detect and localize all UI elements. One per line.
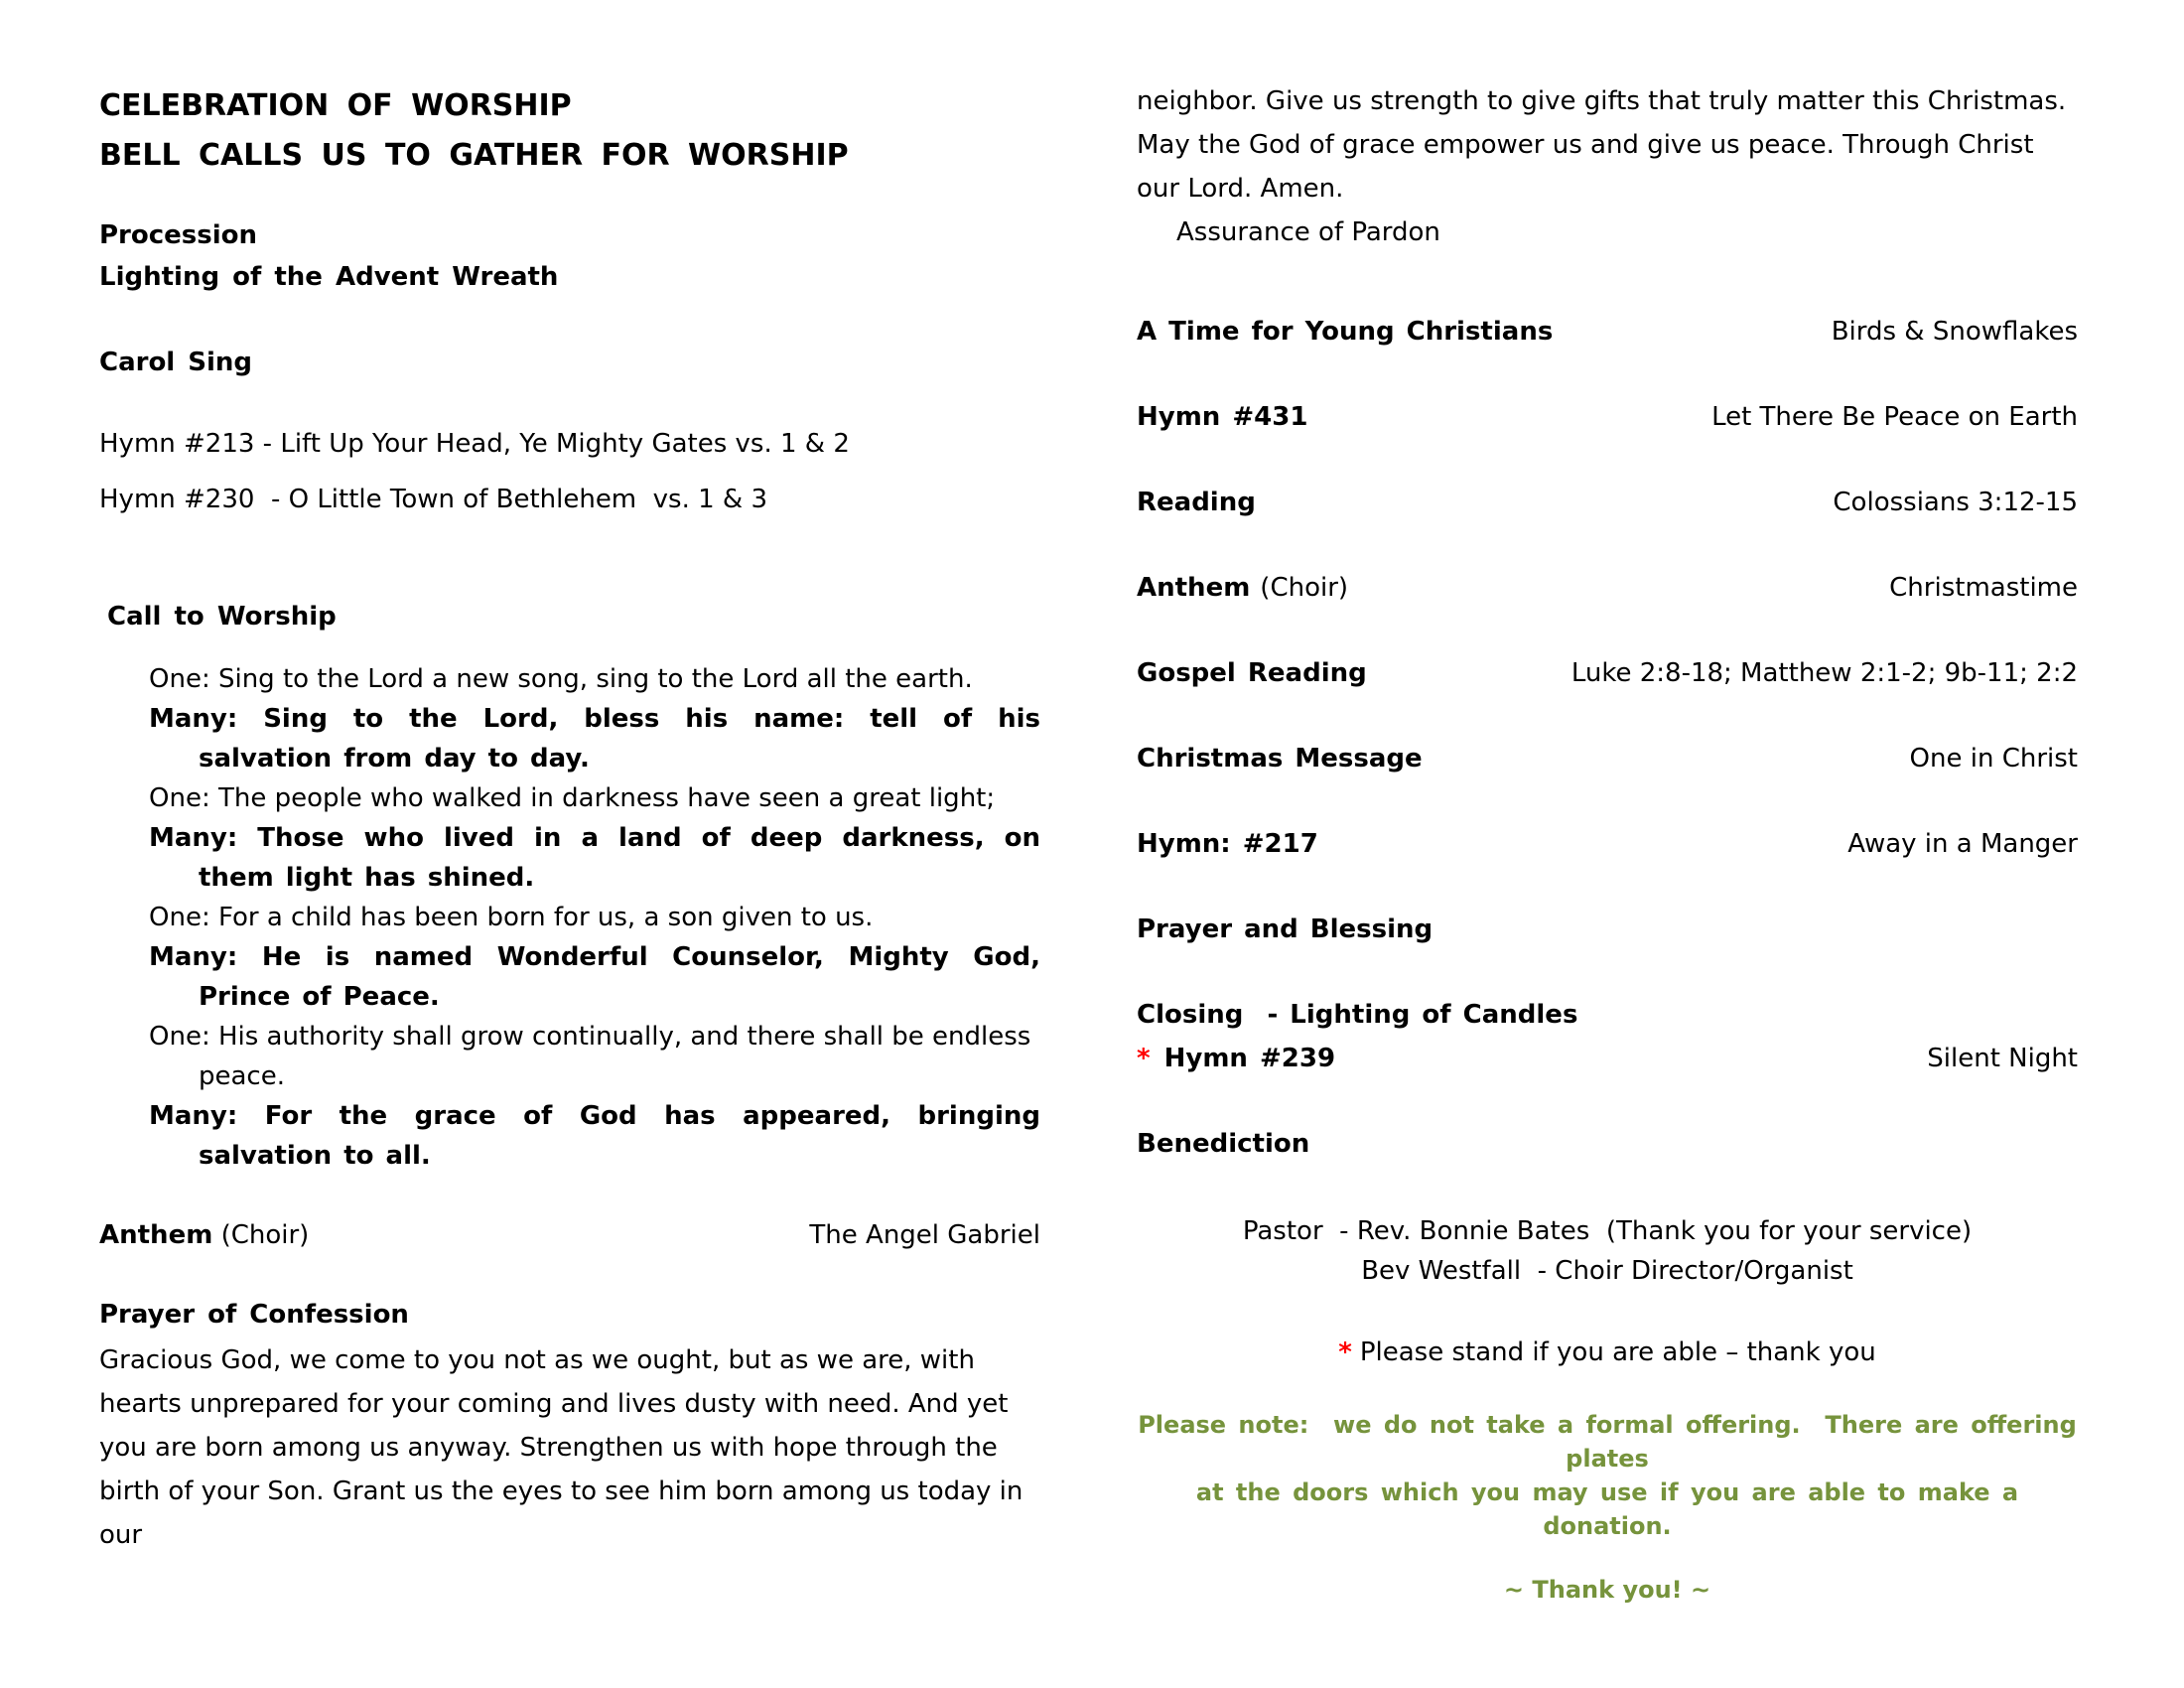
program-value: Colossians 3:12-15 <box>1833 488 2078 517</box>
prayer-continuation: neighbor. Give us strength to give gifts that truly matter this Christmas. May the God of grace empower us and give us peace. Through Christ our Lord. Amen. <box>1137 86 2075 204</box>
program-label-group <box>1137 737 1423 780</box>
program-row <box>1137 395 2078 439</box>
page-title: CELEBRATION OF WORSHIP <box>99 88 572 123</box>
program-row <box>1137 481 2078 524</box>
program-row <box>1137 310 2078 353</box>
program-label: Reading <box>1137 488 1256 517</box>
program-sub-label: (Choir) <box>1260 573 1349 603</box>
call-to-worship-heading: Call to Worship <box>107 602 337 632</box>
program-label-group <box>1137 651 1367 695</box>
program-row <box>1137 566 2078 610</box>
hymn-line: Hymn #213 - Lift Up Your Head, Ye Mighty Gates vs. 1 & 2 <box>99 429 850 459</box>
program-value: Birds & Snowflakes <box>1831 317 2078 347</box>
program-row <box>1137 737 2078 780</box>
program-label: Gospel Reading <box>1137 658 1367 688</box>
program-value: Silent Night <box>1927 1044 2078 1073</box>
program-row <box>1137 822 2078 866</box>
program-label: Benediction <box>1137 1129 1310 1159</box>
pastor-credit: Pastor - Rev. Bonnie Bates (Thank you for your service) <box>1242 1216 1973 1246</box>
program-label-group <box>1137 993 1577 1037</box>
response-one: One: For a child has been born for us, a son given to us. <box>149 903 874 932</box>
right-column <box>1137 79 2090 1607</box>
carol-sing-heading: Carol Sing <box>99 348 253 377</box>
program-value: Let There Be Peace on Earth <box>1711 402 2078 432</box>
stand-asterisk: * <box>1137 1044 1151 1073</box>
confession-body: Gracious God, we come to you not as we ought, but as we are, with hearts unprepared for your coming and lives dusty with need. And yet you are born among us anyway. Strengthen us with hope through the birth of your Son. Grant us the eyes to see him born among us today in our <box>99 1345 1031 1550</box>
program-label: Hymn #431 <box>1137 402 1308 432</box>
program-label-group <box>1137 566 1348 610</box>
program-row <box>1137 908 2078 951</box>
confession-heading: Prayer of Confession <box>99 1300 409 1330</box>
response-many: Many: Those who lived in a land of deep darkness, on them light has shined. <box>149 823 1053 893</box>
response-one: One: The people who walked in darkness have seen a great light; <box>149 783 996 813</box>
assurance-of-pardon: Assurance of Pardon <box>1176 217 1440 247</box>
page-subtitle: BELL CALLS US TO GATHER FOR WORSHIP <box>99 138 849 173</box>
program-label-group <box>1137 395 1307 439</box>
staff-credits <box>1137 1211 2078 1291</box>
program-label-group <box>1137 822 1318 866</box>
program-label: Prayer and Blessing <box>1137 914 1433 944</box>
program-value: Luke 2:8-18; Matthew 2:1-2; 9b-11; 2:2 <box>1570 658 2078 688</box>
program-label-group <box>1137 1037 1335 1080</box>
offering-note-line: Please note: we do not take a formal offering. There are offering plates <box>1138 1411 2090 1473</box>
program-value: Christmastime <box>1889 573 2078 603</box>
response-one: One: Sing to the Lord a new song, sing to the Lord all the earth. <box>149 664 973 694</box>
response-many: Many: For the grace of God has appeared, bringing salvation to all. <box>149 1101 1053 1171</box>
program-label-group <box>1137 481 1256 524</box>
anthem-title: The Angel Gabriel <box>809 1220 1040 1250</box>
stand-note <box>1137 1331 2078 1374</box>
program-label: Closing - Lighting of Candles <box>1137 1000 1578 1030</box>
program-label: Hymn: #217 <box>1137 829 1318 859</box>
program-row <box>1137 651 2078 695</box>
stand-asterisk: * <box>1338 1337 1352 1367</box>
hymn-line: Hymn #230 - O Little Town of Bethlehem vs. 1 & 3 <box>99 485 768 514</box>
program-row <box>1137 993 2078 1037</box>
choir-director-credit: Bev Westfall - Choir Director/Organist <box>1361 1256 1853 1286</box>
offering-note-line: at the doors which you may use if you are able to make a donation. <box>1195 1478 2031 1540</box>
advent-wreath-heading: Lighting of the Advent Wreath <box>99 262 559 292</box>
offering-note <box>1137 1408 2090 1543</box>
anthem-sub-label: (Choir) <box>220 1220 310 1250</box>
program-label: Anthem <box>1137 573 1251 603</box>
program-label: Christmas Message <box>1137 744 1423 774</box>
carol-hymn-list <box>99 423 1040 520</box>
program-label-group <box>1137 1122 1309 1166</box>
program-label-group <box>1137 310 1553 353</box>
left-column <box>99 81 1053 1557</box>
anthem-row <box>99 1213 1040 1257</box>
procession-heading: Procession <box>99 220 258 250</box>
program-value: Away in a Manger <box>1847 829 2078 859</box>
thank-you-note: ~ Thank you! ~ <box>1503 1576 1711 1604</box>
program-label: A Time for Young Christians <box>1137 317 1554 347</box>
program-row <box>1137 1122 2078 1166</box>
title-block <box>99 81 1040 181</box>
program-value: One in Christ <box>1909 744 2078 774</box>
order-of-worship <box>1137 310 2078 1166</box>
call-to-worship-responses <box>99 659 1053 1176</box>
response-many: Many: Sing to the Lord, bless his name: tell of his salvation from day to day. <box>149 704 1053 774</box>
procession-section <box>99 214 1040 298</box>
program-row <box>1137 1037 2078 1080</box>
response-many: Many: He is named Wonderful Counselor, Mighty God, Prince of Peace. <box>149 942 1053 1012</box>
program-label: Hymn #239 <box>1163 1044 1336 1073</box>
stand-note-text: Please stand if you are able – thank you <box>1359 1337 1876 1367</box>
response-one: One: His authority shall grow continually, and there shall be endless peace. <box>149 1022 1039 1091</box>
anthem-label: Anthem <box>99 1220 213 1250</box>
anthem-label-group <box>99 1213 309 1257</box>
program-label-group <box>1137 908 1433 951</box>
